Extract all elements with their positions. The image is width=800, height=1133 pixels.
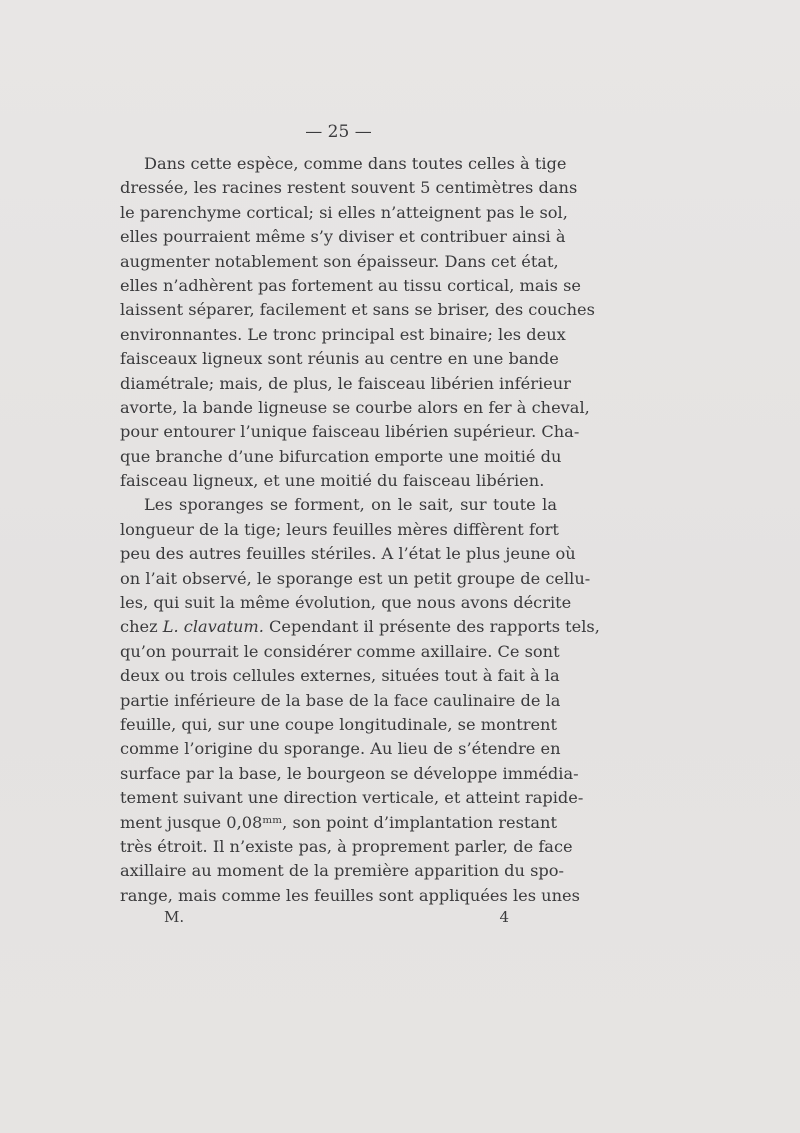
text-line: les, qui suit la même évolution, que nous avons décrite [120,593,572,613]
text-line: longueur de la tige; leurs feuilles mères diffèrent fort [120,519,559,539]
text-line: elles n’adhèrent pas fortement au tissu cortical, mais se [120,275,582,295]
text-line: pour entourer l’unique faisceau libérien supérieur. Cha- [120,422,580,442]
text-line: le parenchyme cortical; si elles n’atteignent pas le sol, [120,202,568,222]
text-line: laissent séparer, facilement et sans se briser, des couches [120,300,595,320]
text-line: faisceaux ligneux sont réunis au centre en une bande [120,349,559,369]
text-line: faisceau ligneux, et une moitié du faisceau libérien. [120,471,545,491]
text-line: avorte, la bande ligneuse se courbe alors en fer à cheval, [120,397,590,417]
text-line: axillaire au moment de la première apparition du spo- [120,861,564,881]
text-line: deux ou trois cellules externes, situées tout à fait à la [120,666,560,686]
signature-mark: M. [164,908,185,926]
body-text [120,152,600,908]
text-line-with-italic [120,615,600,639]
text-line: dressée, les racines restent souvent 5 centimètres dans [120,178,578,198]
text-line: très étroit. Il n’existe pas, à proprement parler, de face [120,836,573,856]
text-line: surface par la base, le bourgeon se développe immédia- [120,763,579,783]
species-name: L. clavatum. [162,617,264,637]
text-line: que branche d’une bifurcation emporte une moitié du [120,446,562,466]
text-line: qu’on pourrait le considérer comme axillaire. Ce sont [120,641,560,661]
text-line: augmenter notablement son épaisseur. Dans cet état, [120,251,559,271]
text-line: ment jusque 0,08ᵐᵐ, son point d’implantation restant [120,812,557,832]
text-line: peu des autres feuilles stériles. A l’état le plus jeune où [120,544,576,564]
text-line: environnantes. Le tronc principal est binaire; les deux [120,324,566,344]
page-number: — 25 — [305,122,372,142]
text-line: Dans cette espèce, comme dans toutes celles à tige [144,154,567,173]
text-line: on l’ait observé, le sporange est un petit groupe de cellu- [120,568,591,588]
text-line: feuille, qui, sur une coupe longitudinale, se montrent [120,714,557,734]
text-line: Les sporanges se forment, on le sait, sur toute la [144,495,557,515]
text-line: elles pourraient même s’y diviser et contribuer ainsi à [120,227,566,247]
text-segment: chez [120,617,163,637]
text-line: partie inférieure de la base de la face caulinaire de la [120,690,561,710]
text-line: tement suivant une direction verticale, et atteint rapide- [120,788,584,808]
text-line: range, mais comme les feuilles sont appliquées les unes [120,885,580,905]
text-segment: Cependant il présente des rapports tels, [263,617,600,637]
folio-number: 4 [499,908,509,926]
text-line: comme l’origine du sporange. Au lieu de s’étendre en [120,739,561,759]
text-line: diamétrale; mais, de plus, le faisceau libérien inférieur [120,373,571,393]
